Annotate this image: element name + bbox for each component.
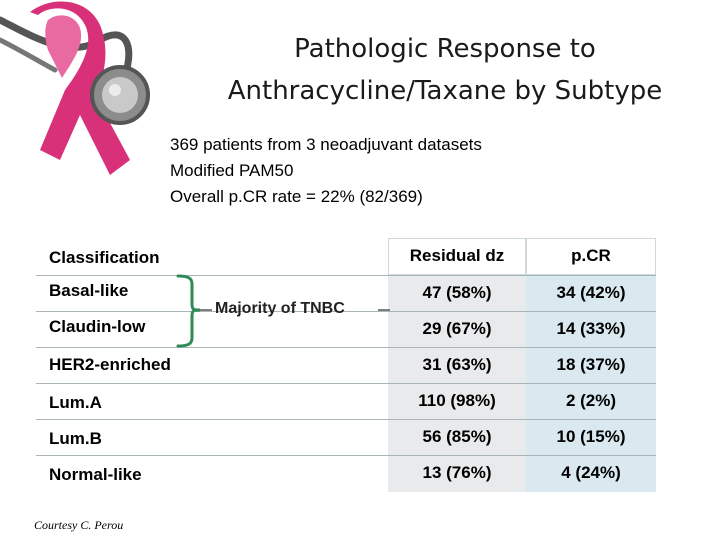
row-class: Claudin-low <box>49 317 146 336</box>
row-pcr: 4 (24%) <box>561 463 621 482</box>
table-row <box>36 419 656 455</box>
info-line: Overall p.CR rate = 22% (82/369) <box>170 187 423 206</box>
row-pcr: 10 (15%) <box>556 427 626 446</box>
row-class: Lum.B <box>49 429 102 448</box>
row-class: Basal-like <box>49 281 129 300</box>
row-pcr: 14 (33%) <box>556 319 626 338</box>
row-residual: 56 (85%) <box>422 427 492 446</box>
table-row <box>36 383 656 419</box>
info-line: Modified PAM50 <box>170 161 294 180</box>
row-residual: 31 (63%) <box>422 355 492 374</box>
row-residual: 47 (58%) <box>422 283 492 302</box>
row-residual: 110 (98%) <box>418 391 496 410</box>
header-pcr-cell <box>526 238 656 275</box>
header-classification: Classification <box>49 248 160 267</box>
row-residual: 29 (67%) <box>422 319 492 338</box>
row-pcr: 34 (42%) <box>556 283 626 302</box>
header-residual: Residual dz <box>409 246 505 265</box>
table-row <box>36 347 656 383</box>
row-class: Normal-like <box>49 465 142 484</box>
header-pcr: p.CR <box>571 246 611 265</box>
study-info <box>170 132 482 210</box>
row-class: HER2-enriched <box>49 355 171 374</box>
row-pcr: 2 (2%) <box>565 391 617 410</box>
bracket-label: Majority of TNBC <box>215 300 345 317</box>
row-class: Lum.A <box>49 393 102 412</box>
title-line-1: Pathologic Response to <box>294 34 596 64</box>
title-line-2: Anthracycline/Taxane by Subtype <box>227 76 663 106</box>
table-row <box>36 455 656 491</box>
pink-ribbon-stethoscope-icon <box>0 0 160 200</box>
info-line: 369 patients from 3 neoadjuvant datasets <box>170 135 482 154</box>
slide-title <box>200 28 690 112</box>
row-pcr: 18 (37%) <box>556 355 626 374</box>
courtesy-credit: Courtesy C. Perou <box>34 518 124 532</box>
header-residual-cell <box>388 238 526 275</box>
row-residual: 13 (76%) <box>422 463 492 482</box>
